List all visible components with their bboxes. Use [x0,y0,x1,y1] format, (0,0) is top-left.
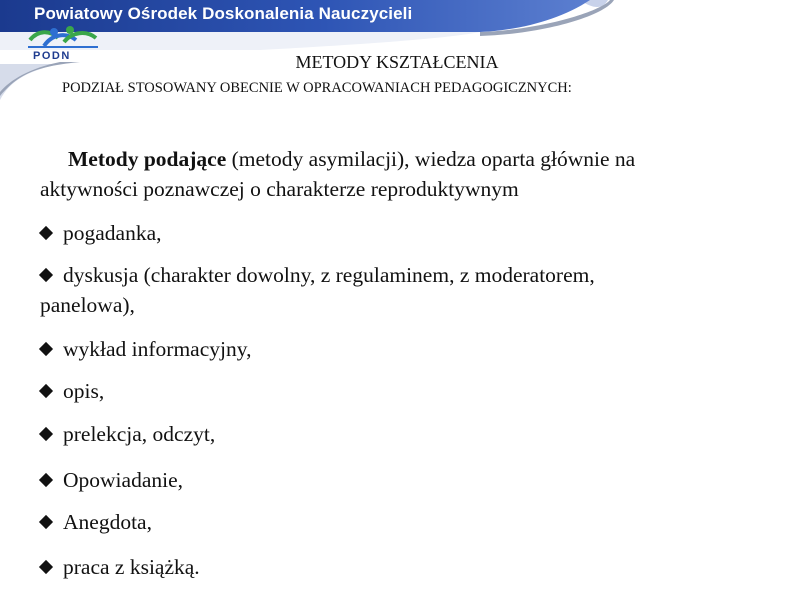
intro-bold: Metody podające [68,147,227,171]
logo-text: PODN [33,50,71,62]
diamond-bullet-icon [39,515,53,529]
diamond-bullet-icon [39,226,53,240]
intro-rest: (metody asymilacji), wiedza oparta głównie na [226,147,636,171]
intro-line2: aktywności poznawczej o charakterze reproduktywnym [40,177,519,201]
list-item: praca z książką. [40,552,780,582]
diamond-bullet-icon [39,384,53,398]
list-item: opis, [40,376,780,406]
list-item: prelekcja, odczyt, [40,419,780,449]
diamond-bullet-icon [39,268,53,282]
slide-title: METODY KSZTAŁCENIA [295,52,499,72]
diamond-bullet-icon [39,342,53,356]
diamond-bullet-icon [39,473,53,487]
list-item: Anegdota, [40,507,780,537]
list-item: pogadanka, [40,218,780,248]
intro-paragraph [40,144,770,204]
slide-subtitle: PODZIAŁ STOSOWANY OBECNIE W OPRACOWANIACH PEDAGOGICZNYCH: [62,80,572,96]
organization-title: Powiatowy Ośrodek Doskonalenia Nauczycieli [34,4,413,23]
diamond-bullet-icon [39,427,53,441]
list-item: Opowiadanie, [40,465,780,495]
list-item: wykład informacyjny, [40,334,780,364]
list-item: dyskusja (charakter dowolny, z regulaminem, z moderatorem, panelowa), [40,263,595,317]
diamond-bullet-icon [39,560,53,574]
